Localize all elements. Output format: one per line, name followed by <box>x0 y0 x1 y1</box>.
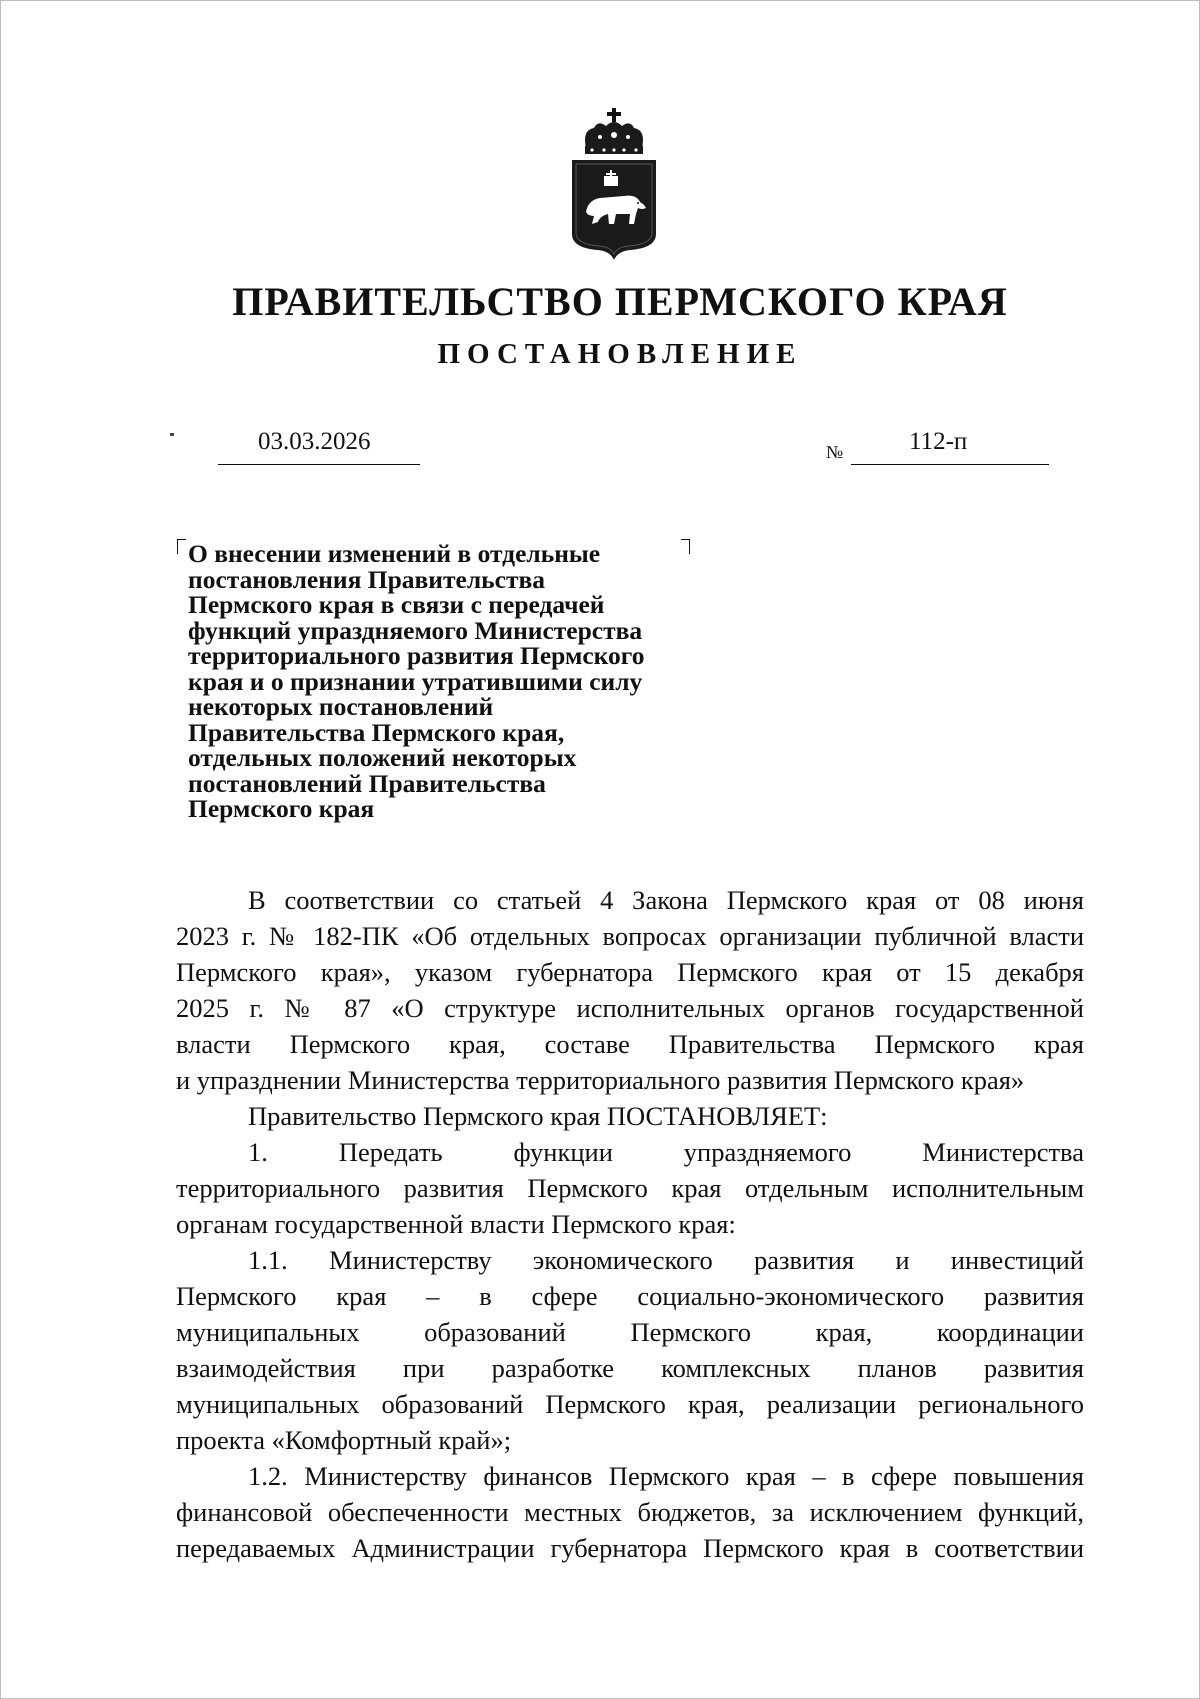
subject-line: постановлений Правительства <box>188 768 546 798</box>
body-line: муниципальных образований Пермского края, реализации регионального <box>176 1389 1084 1419</box>
body-line: финансовой обеспеченности местных бюджетов, за исключением функций, <box>176 1497 1084 1527</box>
subject-corner-left <box>177 539 186 554</box>
body-line: Пермского края – в сфере социально-экономического развития <box>176 1281 1084 1311</box>
coat-of-arms-icon <box>568 108 660 262</box>
body-line: органам государственной власти Пермского края: <box>176 1209 736 1239</box>
body-line: 2025 г. № 87 «О структуре исполнительных органов государственной <box>176 993 1084 1023</box>
subject-line: некоторых постановлений <box>188 692 494 721</box>
body-line: Правительство Пермского края ПОСТАНОВЛЯЕТ: <box>248 1101 828 1131</box>
subject-line: Пермского края <box>188 794 375 823</box>
document-date: 03.03.2026 <box>258 428 371 455</box>
subject-line: функций упраздняемого Министерства <box>188 615 643 645</box>
body-line: 1.1. Министерству экономического развития и инвестиций <box>248 1245 1084 1275</box>
item-1-1-paragraph <box>176 1242 1084 1458</box>
preamble-paragraph <box>176 882 1084 1098</box>
body-line: передаваемых Администрации губернатора Пермского края в соответствии <box>176 1533 1084 1563</box>
subject-line: постановления Правительства <box>188 564 545 594</box>
scan-mark <box>170 433 174 436</box>
subject-line: края и о признании утратившими силу <box>188 666 643 696</box>
subject-line: О внесении изменений в отдельные <box>188 539 601 568</box>
resolves-paragraph <box>176 1098 1084 1134</box>
document-type: ПОСТАНОВЛЕНИЕ <box>437 338 803 370</box>
subject-line: Правительства Пермского края, <box>188 717 565 747</box>
body-line: власти Пермского края, составе Правительства Пермского края <box>176 1029 1084 1059</box>
number-field <box>851 426 1049 465</box>
body-line: проекта «Комфортный край»; <box>176 1425 512 1455</box>
body-line: территориального развития Пермского края отдельным исполнительным <box>176 1173 1084 1203</box>
body-line: В соответствии со статьей 4 Закона Пермского края от 08 июня <box>248 885 1084 915</box>
document-body <box>176 882 1084 1566</box>
body-line: взаимодействия при разработке комплексных планов развития <box>176 1353 1084 1383</box>
item-1-2-paragraph <box>176 1458 1084 1566</box>
subject-line: Пермского края в связи с передачей <box>188 590 605 619</box>
subject-line: территориального развития Пермского <box>188 641 645 670</box>
body-line: 2023 г. № 182-ПК «Об отдельных вопросах организации публичной власти <box>176 921 1084 951</box>
body-line: муниципальных образований Пермского края, координации <box>176 1317 1084 1347</box>
item-1-paragraph <box>176 1134 1084 1242</box>
body-line: и упразднении Министерства территориального развития Пермского края» <box>176 1065 1025 1095</box>
body-line: Пермского края», указом губернатора Пермского края от 15 декабря <box>176 957 1084 987</box>
organization-title: ПРАВИТЕЛЬСТВО ПЕРМСКОГО КРАЯ <box>232 279 1008 324</box>
document-subject <box>188 541 708 822</box>
date-field <box>218 426 420 465</box>
document-number: 112-п <box>909 428 968 455</box>
number-sign: № <box>826 442 844 462</box>
body-line: 1. Передать функции упраздняемого Министерства <box>248 1137 1084 1167</box>
body-line: 1.2. Министерству финансов Пермского края – в сфере повышения <box>248 1461 1084 1491</box>
subject-line: отдельных положений некоторых <box>188 743 577 772</box>
